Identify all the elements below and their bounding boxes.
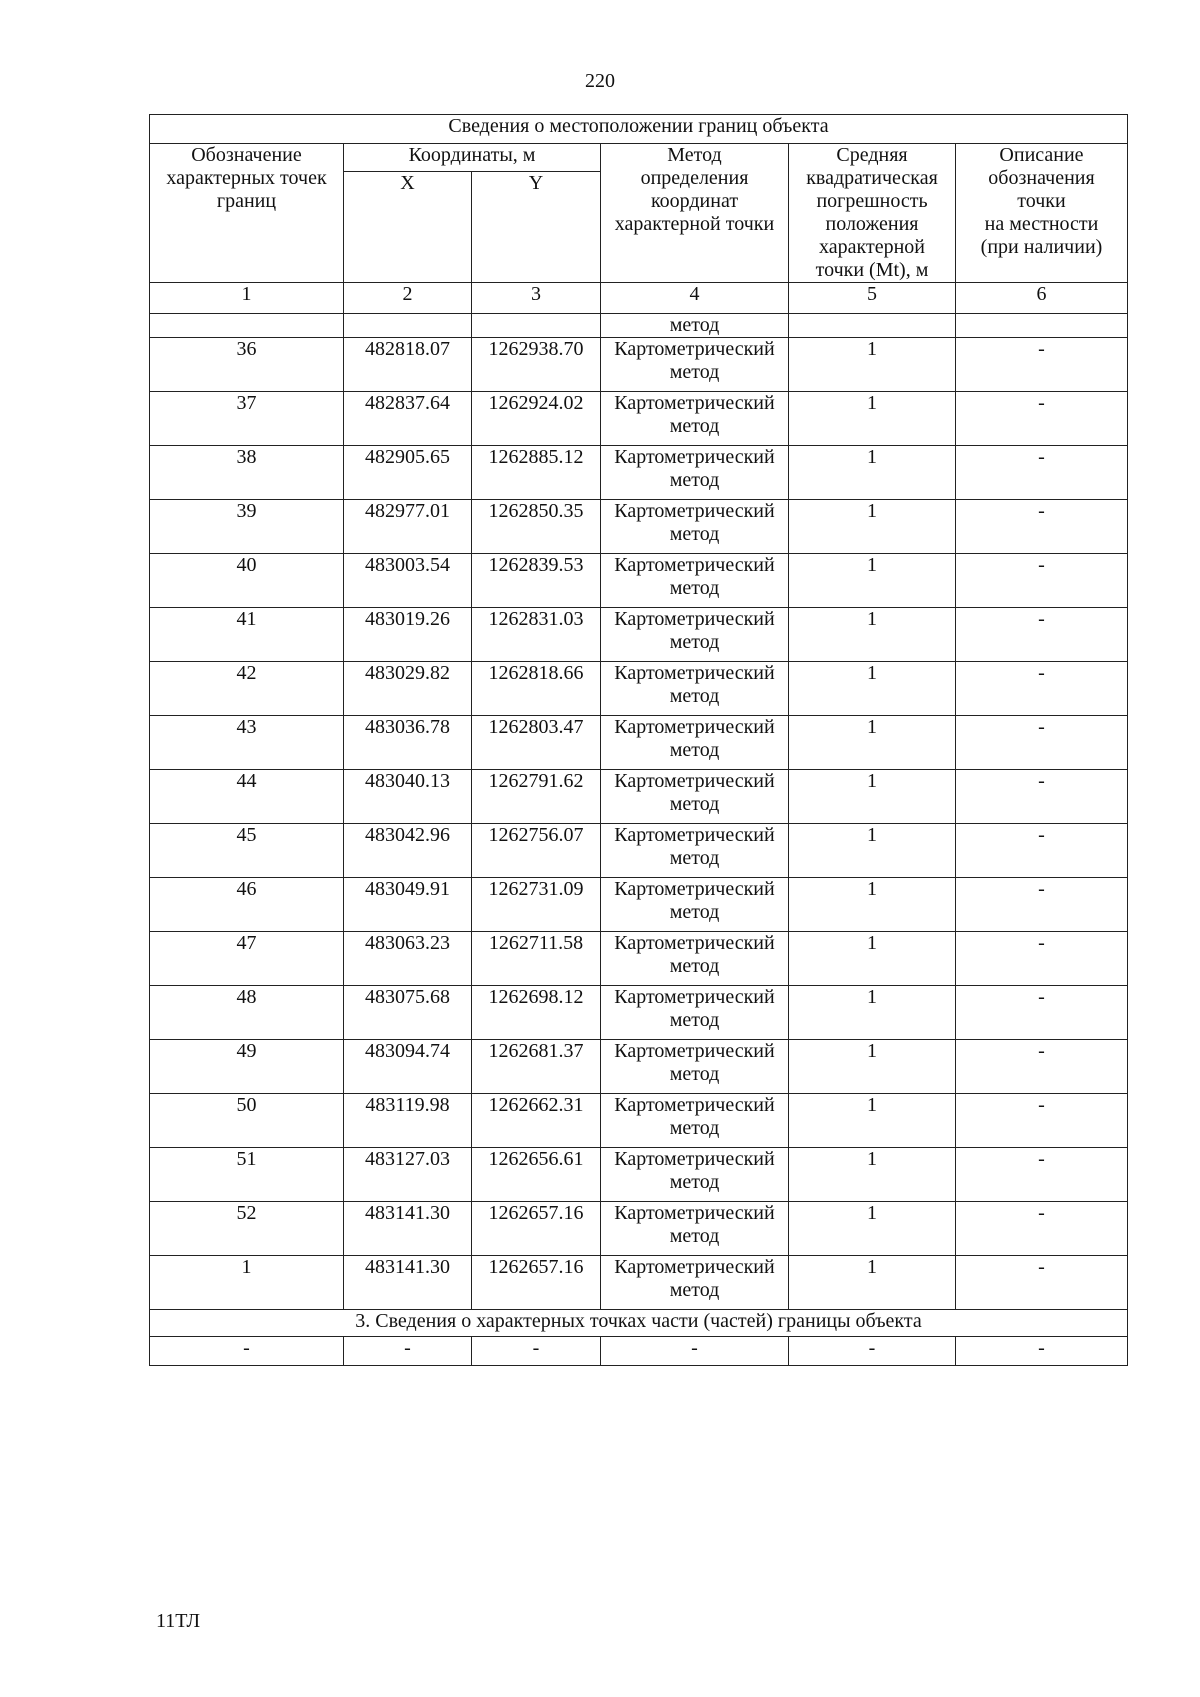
header-x: X (344, 171, 472, 282)
method-line2: метод (669, 1279, 720, 1301)
method-line1: Картометрический (614, 338, 775, 360)
header-line: характерной точки (614, 213, 775, 235)
section3-row (150, 1310, 1128, 1337)
cell-x: 483127.03 (344, 1148, 472, 1202)
header-line: обозначения (988, 167, 1095, 189)
table-row (150, 446, 1128, 500)
method-line2: метод (669, 631, 720, 653)
cell-y: 1262924.02 (472, 392, 601, 446)
cell-point: 48 (150, 986, 344, 1040)
section3-value: - (472, 1337, 601, 1366)
column-number: 2 (344, 283, 472, 314)
cell-method (601, 338, 789, 392)
method-line2: метод (669, 523, 720, 545)
cell-point: 40 (150, 554, 344, 608)
table-row (150, 1202, 1128, 1256)
cell-y: 1262656.61 (472, 1148, 601, 1202)
cell-method (601, 1094, 789, 1148)
cell-point: 50 (150, 1094, 344, 1148)
table-row (150, 878, 1128, 932)
section3-title: 3. Сведения о характерных точках части (частей) границы объекта (150, 1310, 1128, 1337)
table-row (150, 608, 1128, 662)
cell-mt: 1 (789, 1202, 956, 1256)
column-number: 4 (601, 283, 789, 314)
header-line: Описание (999, 144, 1084, 166)
cell-method (601, 986, 789, 1040)
cell-point: 41 (150, 608, 344, 662)
cell-y: 1262681.37 (472, 1040, 601, 1094)
method-line1: Картометрический (614, 608, 775, 630)
method-line1: Картометрический (614, 770, 775, 792)
header-line: определения (640, 167, 749, 189)
method-line1: Картометрический (614, 1256, 775, 1278)
cell-method (601, 662, 789, 716)
cell-x: 483094.74 (344, 1040, 472, 1094)
header-point-lines (153, 144, 340, 213)
cell-x: 483029.82 (344, 662, 472, 716)
cell-method (601, 716, 789, 770)
cell-mt: 1 (789, 878, 956, 932)
section3-value: - (789, 1337, 956, 1366)
cell-point: 46 (150, 878, 344, 932)
section3-value: - (956, 1337, 1128, 1366)
header-method-lines (604, 144, 785, 236)
cell-x: 482837.64 (344, 392, 472, 446)
cell-y: 1262791.62 (472, 770, 601, 824)
cell-description: - (956, 1148, 1128, 1202)
cell-y: 1262756.07 (472, 824, 601, 878)
cell-mt: 1 (789, 986, 956, 1040)
column-number-row (150, 283, 1128, 314)
cell-method (601, 1148, 789, 1202)
cell-y: 1262657.16 (472, 1202, 601, 1256)
cell-description: - (956, 1202, 1128, 1256)
cell-y: 1262839.53 (472, 554, 601, 608)
table-row (150, 1094, 1128, 1148)
cell-description: - (956, 824, 1128, 878)
cell-method (601, 824, 789, 878)
cell-description: - (956, 554, 1128, 608)
table-row (150, 716, 1128, 770)
method-line1: Картометрический (614, 392, 775, 414)
footer-code: 11ТЛ (156, 1610, 201, 1632)
cell-point: 49 (150, 1040, 344, 1094)
method-line1: Картометрический (614, 878, 775, 900)
cell-method (601, 932, 789, 986)
cell-y: 1262698.12 (472, 986, 601, 1040)
cell-y: 1262831.03 (472, 608, 601, 662)
section3-value: - (150, 1337, 344, 1366)
cell-point: 1 (150, 1256, 344, 1310)
method-line2: метод (669, 577, 720, 599)
cell-x: 483003.54 (344, 554, 472, 608)
cell-mt: 1 (789, 554, 956, 608)
method-line1: Картометрический (614, 716, 775, 738)
cell-mt: 1 (789, 1256, 956, 1310)
method-line2: метод (669, 955, 720, 977)
cell-y: 1262662.31 (472, 1094, 601, 1148)
cell-method (601, 1040, 789, 1094)
method-line2: метод (669, 793, 720, 815)
cell-method (601, 500, 789, 554)
cell-point: 47 (150, 932, 344, 986)
cell-point: 43 (150, 716, 344, 770)
method-line1: Картометрический (614, 932, 775, 954)
cell-method (601, 392, 789, 446)
cell-description: - (956, 1040, 1128, 1094)
method-line2: метод (669, 1063, 720, 1085)
header-method (601, 144, 789, 283)
cell-y: 1262938.70 (472, 338, 601, 392)
cell-description: - (956, 878, 1128, 932)
column-number: 1 (150, 283, 344, 314)
cell-description: - (956, 716, 1128, 770)
section3-values-row (150, 1337, 1128, 1366)
header-error (789, 144, 956, 283)
cell-x: 483042.96 (344, 824, 472, 878)
method-line2: метод (669, 361, 720, 383)
header-description (956, 144, 1128, 283)
header-line: квадратическая (806, 167, 938, 189)
cell-description: - (956, 392, 1128, 446)
header-description-lines (959, 144, 1124, 259)
cell-mt: 1 (789, 446, 956, 500)
cell-method (601, 878, 789, 932)
cell-x: 483040.13 (344, 770, 472, 824)
cell-description: - (956, 770, 1128, 824)
continuation-method: метод (601, 314, 789, 338)
cell-mt: 1 (789, 932, 956, 986)
method-line2: метод (669, 1117, 720, 1139)
cell-y: 1262885.12 (472, 446, 601, 500)
header-error-lines (792, 144, 952, 282)
method-line1: Картометрический (614, 824, 775, 846)
cell-y: 1262818.66 (472, 662, 601, 716)
cell-mt: 1 (789, 1040, 956, 1094)
cell-y: 1262803.47 (472, 716, 601, 770)
cell-x: 483075.68 (344, 986, 472, 1040)
table-row (150, 392, 1128, 446)
method-line1: Картометрический (614, 662, 775, 684)
cell-mt: 1 (789, 1148, 956, 1202)
header-line: на местности (984, 213, 1099, 235)
boundary-coordinates-table (149, 114, 1128, 1366)
cell-point: 38 (150, 446, 344, 500)
header-line: Метод (667, 144, 722, 166)
table-row (150, 932, 1128, 986)
column-number: 6 (956, 283, 1128, 314)
cell-point: 45 (150, 824, 344, 878)
table-row (150, 338, 1128, 392)
cell-mt: 1 (789, 392, 956, 446)
method-line1: Картометрический (614, 1148, 775, 1170)
cell-mt: 1 (789, 662, 956, 716)
cell-x: 483119.98 (344, 1094, 472, 1148)
method-line1: Картометрический (614, 446, 775, 468)
cell-y: 1262711.58 (472, 932, 601, 986)
cell-description: - (956, 1256, 1128, 1310)
cell-mt: 1 (789, 608, 956, 662)
section3-value: - (601, 1337, 789, 1366)
cell-point: 44 (150, 770, 344, 824)
cell-description: - (956, 662, 1128, 716)
method-line1: Картометрический (614, 1040, 775, 1062)
header-row (150, 144, 1128, 172)
method-line1: Картометрический (614, 986, 775, 1008)
table-row (150, 554, 1128, 608)
header-line: (при наличии) (980, 236, 1103, 258)
cell-x: 482818.07 (344, 338, 472, 392)
cell-mt: 1 (789, 716, 956, 770)
header-line: точки (Mt), м (815, 259, 929, 281)
table-row (150, 1256, 1128, 1310)
method-line2: метод (669, 847, 720, 869)
cell-x: 483063.23 (344, 932, 472, 986)
cell-x: 483049.91 (344, 878, 472, 932)
cell-y: 1262731.09 (472, 878, 601, 932)
header-line: точки (1017, 190, 1066, 212)
cell-method (601, 770, 789, 824)
cell-method (601, 1256, 789, 1310)
cell-point: 42 (150, 662, 344, 716)
table-row (150, 1040, 1128, 1094)
cell-description: - (956, 338, 1128, 392)
cell-description: - (956, 500, 1128, 554)
cell-mt: 1 (789, 824, 956, 878)
table-row (150, 824, 1128, 878)
table-row (150, 662, 1128, 716)
column-number: 3 (472, 283, 601, 314)
header-coordinates: Координаты, м (344, 144, 601, 172)
table-row (150, 986, 1128, 1040)
cell-description: - (956, 932, 1128, 986)
cell-point: 36 (150, 338, 344, 392)
cell-method (601, 446, 789, 500)
table-row (150, 770, 1128, 824)
cell-mt: 1 (789, 1094, 956, 1148)
method-line1: Картометрический (614, 1202, 775, 1224)
cell-y: 1262850.35 (472, 500, 601, 554)
cell-description: - (956, 1094, 1128, 1148)
cell-x: 483141.30 (344, 1256, 472, 1310)
header-line: характерных точек (166, 167, 327, 189)
cell-method (601, 608, 789, 662)
cell-mt: 1 (789, 338, 956, 392)
method-line2: метод (669, 1171, 720, 1193)
cell-method (601, 1202, 789, 1256)
cell-description: - (956, 986, 1128, 1040)
table-title-row (150, 115, 1128, 144)
header-line: характерной (819, 236, 925, 258)
method-line2: метод (669, 1009, 720, 1031)
cell-point: 37 (150, 392, 344, 446)
cell-method (601, 554, 789, 608)
header-y: Y (472, 171, 601, 282)
table-row (150, 500, 1128, 554)
header-line: Обозначение (191, 144, 302, 166)
header-point (150, 144, 344, 283)
cell-x: 482905.65 (344, 446, 472, 500)
method-line2: метод (669, 1225, 720, 1247)
cell-mt: 1 (789, 500, 956, 554)
header-line: погрешность (816, 190, 928, 212)
section3-value: - (344, 1337, 472, 1366)
method-line2: метод (669, 469, 720, 491)
header-line: границ (216, 190, 277, 212)
header-line: Средняя (836, 144, 908, 166)
cell-point: 39 (150, 500, 344, 554)
cell-mt: 1 (789, 770, 956, 824)
cell-description: - (956, 608, 1128, 662)
continuation-row (150, 314, 1128, 338)
method-line1: Картометрический (614, 1094, 775, 1116)
method-line1: Картометрический (614, 554, 775, 576)
cell-point: 52 (150, 1202, 344, 1256)
cell-point: 51 (150, 1148, 344, 1202)
cell-x: 483019.26 (344, 608, 472, 662)
table-title: Сведения о местоположении границ объекта (150, 115, 1128, 144)
header-line: координат (650, 190, 739, 212)
cell-x: 483036.78 (344, 716, 472, 770)
method-line2: метод (669, 739, 720, 761)
cell-description: - (956, 446, 1128, 500)
page-number: 220 (585, 70, 615, 92)
table-row (150, 1148, 1128, 1202)
method-line2: метод (669, 415, 720, 437)
header-line: положения (825, 213, 919, 235)
method-line2: метод (669, 685, 720, 707)
cell-x: 483141.30 (344, 1202, 472, 1256)
method-line2: метод (669, 901, 720, 923)
cell-y: 1262657.16 (472, 1256, 601, 1310)
method-line1: Картометрический (614, 500, 775, 522)
column-number: 5 (789, 283, 956, 314)
cell-x: 482977.01 (344, 500, 472, 554)
